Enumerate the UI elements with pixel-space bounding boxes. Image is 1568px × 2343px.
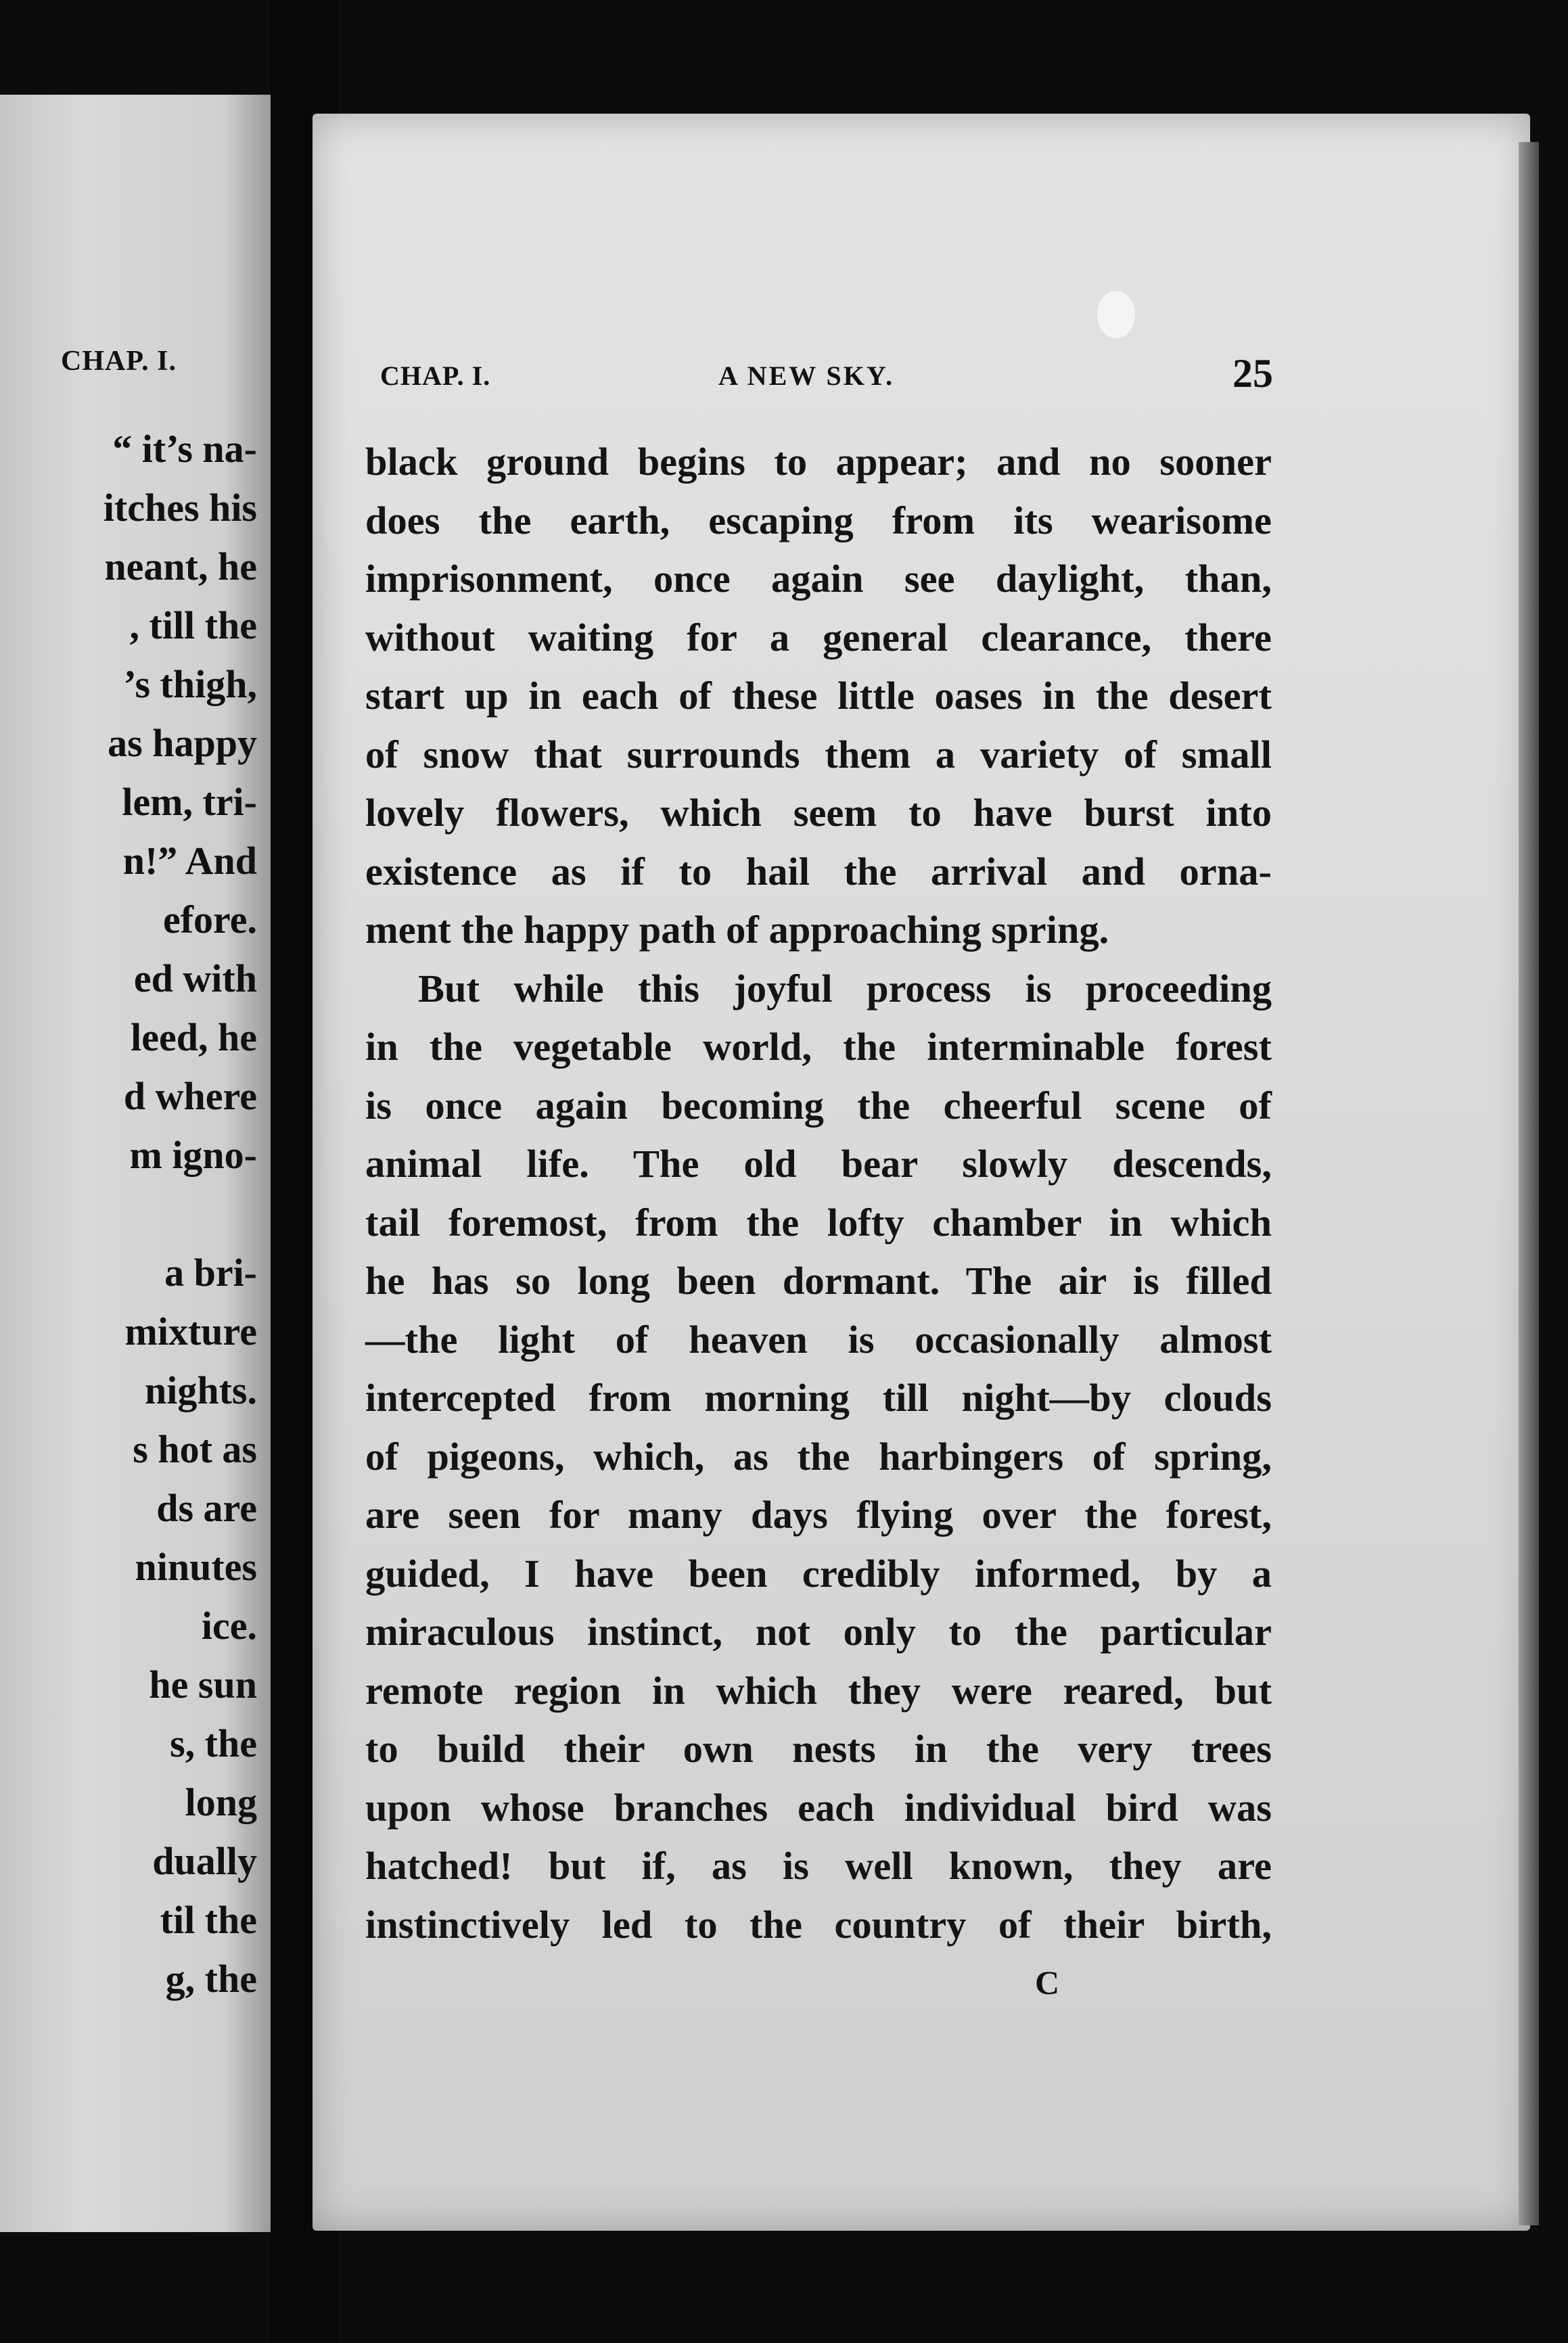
left-line: ed with	[133, 956, 257, 1000]
text-line: existence as if to hail the arrival and orna-	[365, 849, 1272, 894]
text-line: miraculous instinct, not only to the particular	[365, 1610, 1272, 1654]
page-edge	[1519, 142, 1539, 2225]
chapter-label: CHAP. I.	[380, 361, 491, 391]
left-line: n!” And	[122, 839, 257, 883]
text-line: are seen for many days flying over the forest,	[365, 1493, 1272, 1537]
left-line: ds are	[156, 1486, 257, 1530]
text-line: tail foremost, from the lofty chamber in which	[365, 1200, 1272, 1245]
text-line: black ground begins to appear; and no sooner	[365, 440, 1272, 484]
text-line: start up in each of these little oases in the desert	[365, 674, 1272, 718]
left-line: d where	[123, 1074, 257, 1118]
text-line: hatched! but if, as is well known, they are	[365, 1844, 1272, 1888]
text-line: upon whose branches each individual bird was	[365, 1785, 1272, 1830]
signature-mark: C	[1035, 1964, 1060, 2001]
paragraph-start-line: But while this joyful process is proceeding	[418, 966, 1272, 1011]
text-line: to build their own nests in the very trees	[365, 1727, 1272, 1771]
left-line: “ it’s na-	[112, 427, 257, 471]
left-line: leed, he	[131, 1015, 257, 1059]
left-line: efore.	[163, 898, 257, 942]
body-text	[365, 433, 1272, 1954]
paper-speck	[1097, 291, 1135, 338]
text-line: instinctively led to the country of their birth,	[365, 1902, 1272, 1947]
page-number: 25	[1232, 351, 1273, 396]
text-line: imprisonment, once again see daylight, than,	[365, 557, 1272, 601]
left-line: , till the	[129, 603, 257, 647]
left-line: he sun	[149, 1663, 257, 1707]
text-line: does the earth, escaping from its wearisome	[365, 498, 1272, 542]
left-line: til the	[160, 1898, 257, 1942]
text-line: lovely flowers, which seem to have burst into	[365, 791, 1272, 835]
left-line: m igno-	[129, 1133, 257, 1177]
text-line: animal life. The old bear slowly descends,	[365, 1142, 1272, 1186]
text-line: guided, I have been credibly informed, by a	[365, 1551, 1272, 1596]
left-line: ice.	[201, 1604, 257, 1648]
left-line: s, the	[170, 1721, 257, 1765]
left-line: a bri-	[164, 1251, 257, 1295]
left-line: dually	[152, 1839, 257, 1883]
text-line: —the light of heaven is occasionally almost	[365, 1317, 1272, 1362]
left-line: ninutes	[135, 1545, 257, 1589]
left-line: lem, tri-	[122, 780, 257, 824]
running-head	[380, 350, 1273, 398]
text-line: intercepted from morning till night—by clouds	[365, 1376, 1272, 1420]
left-running-head: CHAP. I.	[61, 346, 177, 377]
left-facing-page	[0, 95, 271, 2232]
left-line: nights.	[144, 1368, 257, 1412]
page-title: A NEW SKY.	[718, 361, 895, 391]
text-line: is once again becoming the cheerful scene of	[365, 1083, 1272, 1128]
left-line: as happy	[108, 721, 257, 765]
left-line: neant, he	[104, 544, 257, 588]
left-line: mixture	[124, 1309, 257, 1353]
left-line: ’s thigh,	[123, 662, 257, 706]
left-line: long	[185, 1780, 257, 1824]
text-line: remote region in which they were reared, but	[365, 1668, 1272, 1713]
left-line: s hot as	[133, 1427, 257, 1471]
text-line: he has so long been dormant. The air is filled	[365, 1259, 1272, 1303]
text-line: without waiting for a general clearance, there	[365, 615, 1272, 659]
left-line: itches his	[103, 486, 257, 530]
text-line: ment the happy path of approaching spring.	[365, 908, 1109, 952]
left-line: g, the	[165, 1957, 257, 2001]
left-line	[103, 1184, 257, 1243]
text-line: of pigeons, which, as the harbingers of spring,	[365, 1434, 1272, 1479]
left-page-text	[103, 419, 257, 2008]
text-line: in the vegetable world, the interminable forest	[365, 1025, 1272, 1069]
text-line: of snow that surrounds them a variety of small	[365, 732, 1272, 776]
